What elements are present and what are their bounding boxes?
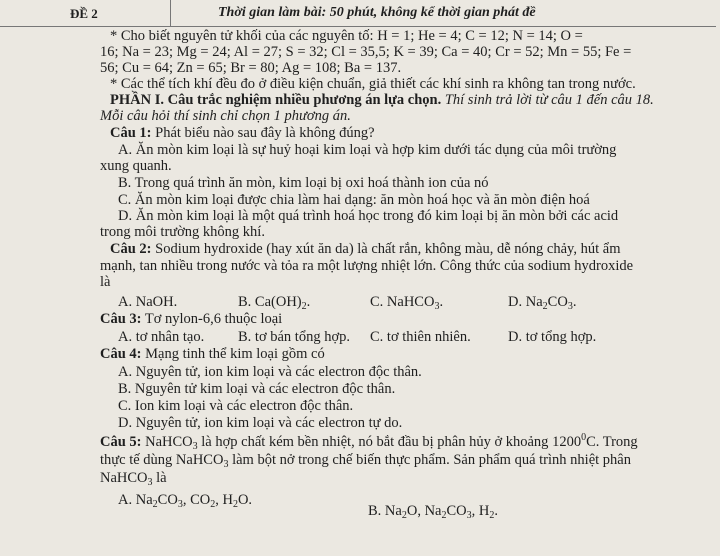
question-3-option-c: C. tơ thiên nhiên.: [370, 329, 471, 345]
question-3-option-b: B. tơ bán tổng hợp.: [238, 329, 350, 345]
question-5-option-a: A. $Na_2CO_3$, $CO_2$, $H_2O$.: [118, 492, 253, 510]
gas-volume-note: * Các thể tích khí đều đo ở điều kiện chuẩn, giả thiết các khí sinh ra không tan trong nước.: [110, 76, 636, 92]
atomic-mass-line-1: * Cho biết nguyên tử khối của các nguyên tố: H = 1; He = 4; C = 12; N = 14; O =: [110, 28, 583, 44]
question-4-option-c: C. Ion kim loại và các electron độc thân.: [118, 398, 354, 414]
question-3-option-a: A. tơ nhân tạo.: [118, 329, 205, 345]
option-b-prefix: B.: [238, 294, 252, 310]
question-3-label: Câu 3:: [100, 311, 142, 327]
question-5-stem-3: NaHCO$_3$ là: [100, 470, 167, 488]
part1-instruction-1: Thí sinh trả lời từ câu 1 đến câu 18.: [444, 92, 654, 108]
question-1-stem: [110, 125, 375, 142]
question-3-stem: [100, 311, 282, 328]
question-2-text-1: Sodium hydroxide (hay xút ăn da) là chất rắn, không màu, dễ nóng chảy, hút ẩm: [155, 241, 621, 257]
question-5-stem-2: thực tế dùng NaHCO$_3$ làm bột nở trong chế biến thực phẩm. Sản phẩm quá trình nhiệt phân: [100, 452, 631, 470]
question-3-text: Tơ nylon-6,6 thuộc loại: [144, 311, 283, 327]
question-5-temp-unit: C. Trong: [586, 434, 638, 450]
option-a-prefix: A.: [118, 492, 133, 508]
question-2-text-3: là: [100, 274, 111, 290]
question-4-stem: [100, 346, 325, 363]
question-1-option-d: D. Ăn mòn kim loại là một quá trình hoá học trong đó kim loại bị ăn mòn bởi các acid: [118, 208, 619, 224]
question-5-option-b: B. $Na_2O$, $Na_2CO_3$, $H_2$.: [368, 503, 498, 521]
question-1-option-a: A. Ăn mòn kim loại là sự huỷ hoại kim loại và hợp kim dưới tác dụng của môi trường: [118, 142, 617, 158]
question-4-option-b: B. Nguyên tử kim loại và các electron độc thân.: [118, 381, 396, 397]
question-1-option-a-cont: xung quanh.: [100, 158, 172, 174]
question-2-option-a: A. NaOH.: [118, 294, 178, 310]
question-2-stem: [110, 241, 620, 258]
question-4-label: Câu 4:: [100, 346, 142, 362]
question-5-text-1: là hợp chất kém bền nhiệt, nó bắt đầu bị phân hủy ở khoảng: [201, 434, 549, 450]
question-4-option-d: D. Nguyên tử, ion kim loại và các electron tự do.: [118, 415, 403, 431]
question-5-stem-1: Câu 5: NaHCO$_3$ là hợp chất kém bền nhiệt, nó bắt đầu bị phân hủy ở khoảng 1200$^0$C. Trong: [100, 432, 638, 452]
question-1-text: Phát biểu nào sau đây là không đúng?: [155, 125, 375, 141]
atomic-mass-line-3: 56; Cu = 64; Zn = 65; Br = 80; Ag = 108; Ba = 137.: [100, 60, 402, 76]
question-5-text-2b: làm bột nở trong chế biến thực phẩm. Sản phẩm quá trình nhiệt phân: [232, 452, 631, 468]
question-1-option-c: C. Ăn mòn kim loại được chia làm hai dạng: ăn mòn hoá học và ăn mòn điện hoá: [118, 192, 590, 208]
question-2-option-c: C. NaHCO$_3$.: [370, 294, 444, 312]
question-2-text-2: mạnh, tan nhiều trong nước và tỏa ra một lượng nhiệt lớn. Công thức của sodium hydroxide: [100, 258, 634, 274]
option-d-prefix: D.: [508, 294, 523, 310]
part1-heading: [110, 92, 654, 109]
atomic-mass-line-2: 16; Na = 23; Mg = 24; Al = 27; S = 32; Cl = 35,5; K = 39; Ca = 40; Cr = 52; Mn = 55; Fe =: [100, 44, 632, 60]
question-1-option-b: B. Trong quá trình ăn mòn, kim loại bị oxi hoá thành ion của nó: [118, 175, 489, 191]
time-note: Thời gian làm bài: 50 phút, không kể thời gian phát đề: [218, 5, 536, 20]
question-1-option-d-cont: trong môi trường không khí.: [100, 224, 265, 240]
part1-title: PHẦN I. Câu trắc nghiệm nhiều phương án lựa chọn.: [110, 92, 442, 108]
exam-code: ĐỀ 2: [70, 6, 98, 21]
question-4-option-a: A. Nguyên tử, ion kim loại và các electron độc thân.: [118, 364, 422, 380]
question-5-label: Câu 5:: [100, 434, 142, 450]
part1-instruction-2: Mỗi câu hỏi thí sinh chỉ chọn 1 phương án.: [100, 108, 351, 124]
question-2-label: Câu 2:: [110, 241, 152, 257]
question-1-label: Câu 1:: [110, 125, 152, 141]
question-2-option-b: B. $Ca(OH)_2$.: [238, 294, 311, 312]
question-2-option-d: D. $Na_2CO_3$.: [508, 294, 577, 312]
option-c-prefix: C.: [370, 294, 384, 310]
question-5-temp: 1200: [552, 434, 582, 450]
question-5-text-3: là: [156, 470, 167, 486]
question-4-text: Mạng tinh thể kim loại gồm có: [145, 346, 325, 362]
question-5-text-2a: thực tế dùng: [100, 452, 173, 468]
question-3-option-d: D. tơ tổng hợp.: [508, 329, 597, 345]
option-b-prefix-q5: B.: [368, 503, 382, 519]
